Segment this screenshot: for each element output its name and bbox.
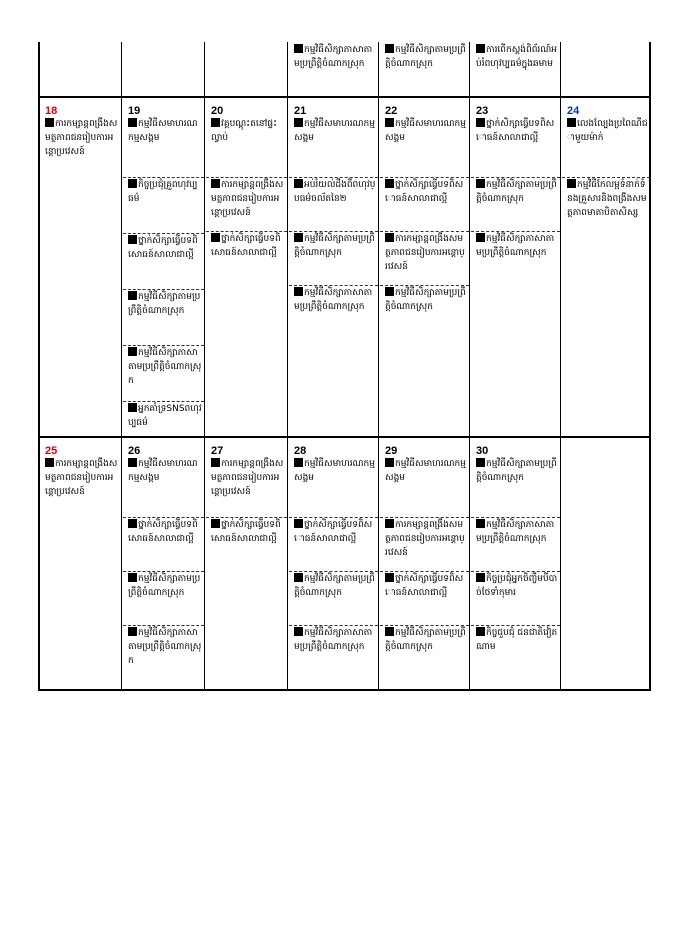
bullet-square-icon <box>385 118 394 127</box>
day-number: 18 <box>45 105 58 117</box>
event-item[interactable] <box>206 457 287 517</box>
event-item[interactable] <box>471 177 560 231</box>
bullet-square-icon <box>211 519 220 528</box>
day-cell[interactable] <box>380 97 469 437</box>
event-label: កម្មវិធីសិក្សាតាមប្រព្រឹត្តិចំណាកស្រុក <box>476 459 557 483</box>
event-label: កម្មវិធីកែលម្អទំនាក់ទំនងគ្រួសារនិងពង្រឹងសមត្ថភាពមាតាបិតាសិស្ស <box>567 180 647 218</box>
event-item[interactable] <box>289 517 378 571</box>
bullet-square-icon <box>128 291 137 300</box>
event-item[interactable] <box>123 517 204 571</box>
event-item[interactable] <box>380 285 469 339</box>
bullet-square-icon <box>211 118 220 127</box>
bullet-square-icon <box>476 118 485 127</box>
bullet-square-icon <box>128 519 137 528</box>
day-cell[interactable] <box>206 42 287 97</box>
event-item[interactable] <box>289 457 378 517</box>
day-cell[interactable] <box>471 42 560 97</box>
event-label: ថ្នាក់សិក្សាធ្វើបទពិសោធន៍សាលាជាល្អី <box>294 520 373 544</box>
event-label: ការកម្សាន្តពង្រឹងសមត្ថភាពជនរៀបការអន្តោប្រវេសន៍ <box>385 234 465 272</box>
event-item[interactable] <box>206 517 287 571</box>
event-item[interactable] <box>123 177 204 233</box>
column-divider-line <box>121 42 122 691</box>
bullet-square-icon <box>476 627 485 636</box>
event-item[interactable] <box>123 117 204 177</box>
bullet-square-icon <box>476 44 485 53</box>
day-cell[interactable] <box>562 97 650 437</box>
bullet-square-icon <box>128 573 137 582</box>
bullet-square-icon <box>476 573 485 582</box>
day-cell[interactable] <box>123 42 204 97</box>
event-item[interactable] <box>380 231 469 285</box>
event-label: កិច្ចប្រជុំគ្រួពហុវប្បធម៌ <box>128 180 198 204</box>
event-label: កម្មវិធីសមាហរណកម្មសង្គម <box>294 459 375 483</box>
event-item[interactable] <box>123 345 204 401</box>
bullet-square-icon <box>385 287 394 296</box>
day-number: 26 <box>128 445 141 457</box>
bullet-square-icon <box>385 573 394 582</box>
event-label: ការកម្សាន្តពង្រឹងសមត្ថភាពជនរៀបការអន្តោប្រវេសន៍ <box>211 180 284 218</box>
day-cell[interactable] <box>123 97 204 437</box>
event-item[interactable] <box>289 43 378 96</box>
bullet-square-icon <box>385 233 394 242</box>
bullet-square-icon <box>294 233 303 242</box>
event-item[interactable] <box>289 625 378 679</box>
bullet-square-icon <box>385 458 394 467</box>
event-label: ការកម្សាន្តពង្រឹងសមត្ថភាពជនរៀបការអន្តោប្រវេសន៍ <box>45 119 118 157</box>
event-item[interactable] <box>289 571 378 625</box>
event-label: ថ្នាក់សិក្សាធ្វើបទពិសោធន៍សាលាជាល្អី <box>476 119 555 143</box>
bullet-square-icon <box>385 179 394 188</box>
day-cell[interactable] <box>471 437 560 690</box>
day-number: 20 <box>211 105 224 117</box>
day-cell[interactable] <box>123 437 204 690</box>
bullet-square-icon <box>567 118 576 127</box>
event-label: លេងល្បែងប្រពៃណីជាមួយម៉ាក់ <box>567 119 648 143</box>
event-item[interactable] <box>471 625 560 679</box>
bullet-square-icon <box>294 573 303 582</box>
event-item[interactable] <box>289 285 378 339</box>
day-cell[interactable] <box>289 97 378 437</box>
event-label: អ្នកគាំទ្រSNSពហុវប្បធម៌ <box>128 404 202 428</box>
column-divider-line <box>204 42 205 691</box>
event-label: ការកម្សាន្តពង្រឹងសមត្ថភាពជនរៀបការអន្តោប្រវេសន៍ <box>385 520 465 558</box>
event-item[interactable] <box>471 457 560 517</box>
event-label: កម្មវិធីសិក្សាតាមប្រព្រឹត្តិចំណាកស្រុក <box>385 45 466 69</box>
day-cell[interactable] <box>380 437 469 690</box>
event-label: ការពើកស្តង់ពិព័រណ៍អប់រំពហុវប្បធម៌ក្នុងឆមាម <box>476 45 557 69</box>
bullet-square-icon <box>294 519 303 528</box>
bullet-square-icon <box>45 458 54 467</box>
event-label: ថ្នាក់សិក្សាធ្វើបទពិសោធន៍សាលាជាល្អី <box>211 234 281 258</box>
bullet-square-icon <box>128 235 137 244</box>
day-cell[interactable] <box>380 42 469 97</box>
event-label: ការកម្សាន្តពង្រឹងសមត្ថភាពជនរៀបការអន្តោប្រវេសន៍ <box>45 459 118 497</box>
day-cell[interactable] <box>562 437 650 690</box>
event-label: ថ្នាក់សិក្សាធ្វើបទពិសោធន៍សាលាជាល្អី <box>128 520 198 544</box>
event-item[interactable] <box>123 401 204 437</box>
bullet-square-icon <box>294 287 303 296</box>
event-label: អប់រំយល់ដឹងពីពហុវប្បធម៌ចល័តនៃ២ <box>294 180 376 204</box>
bullet-square-icon <box>211 458 220 467</box>
day-cell[interactable] <box>40 42 121 97</box>
bullet-square-icon <box>128 403 137 412</box>
day-cell[interactable] <box>471 97 560 437</box>
day-cell[interactable] <box>206 437 287 690</box>
event-item[interactable] <box>123 571 204 625</box>
bullet-square-icon <box>476 458 485 467</box>
event-label: កម្មវិធីសិក្សាភាសាតាមប្រព្រឹត្តិចំណាកស្រុក <box>294 288 373 312</box>
event-label: កម្មវិធីសមាហរណកម្មសង្គម <box>385 459 466 483</box>
event-item[interactable] <box>206 117 287 177</box>
event-label: កម្មវិធីសមាហរណកម្មសង្គម <box>128 119 198 143</box>
event-item[interactable] <box>471 117 560 177</box>
bullet-square-icon <box>385 519 394 528</box>
day-number: 23 <box>476 105 489 117</box>
event-label: កម្មវិធីសិក្សាតាមប្រព្រឹត្តិចំណាកស្រុក <box>294 234 375 258</box>
event-item[interactable] <box>380 457 469 517</box>
event-item[interactable] <box>123 289 204 345</box>
event-item[interactable] <box>40 117 121 177</box>
bullet-square-icon <box>385 44 394 53</box>
event-item[interactable] <box>289 231 378 285</box>
bullet-square-icon <box>211 233 220 242</box>
day-number: 29 <box>385 445 398 457</box>
day-cell[interactable] <box>289 437 378 690</box>
bullet-square-icon <box>294 118 303 127</box>
bullet-square-icon <box>476 519 485 528</box>
column-divider-line <box>560 42 561 691</box>
event-label: ថ្នាក់សិក្សាធ្វើបទពិសោធន៍សាលាជាល្អី <box>385 180 464 204</box>
column-divider-line <box>469 42 470 691</box>
event-label: កម្មវិធីសិក្សាភាសាតាមប្រព្រឹត្តិចំណាកស្រុក <box>294 45 373 69</box>
event-label: កម្មវិធីសិក្សាតាមប្រព្រឹត្តិចំណាកស្រុក <box>385 628 466 652</box>
event-item[interactable] <box>206 177 287 231</box>
event-label: កម្មវិធីសិក្សាភាសាតាមប្រព្រឹត្តិចំណាកស្រុក <box>128 348 202 386</box>
day-number: 21 <box>294 105 307 117</box>
event-item[interactable] <box>471 571 560 625</box>
column-divider-line <box>287 42 288 691</box>
event-label: កម្មវិធីសិក្សាតាមប្រព្រឹត្តិចំណាកស្រុក <box>476 180 557 204</box>
event-label: កម្មវិធីសិក្សាភាសាតាមប្រព្រឹត្តិចំណាកស្រុក <box>294 628 373 652</box>
event-label: កម្មវិធីសិក្សាភាសាតាមប្រព្រឹត្តិចំណាកស្រុក <box>476 520 555 544</box>
bullet-square-icon <box>45 118 54 127</box>
event-label: ថ្នាក់សិក្សាធ្វើបទពិសោធន៍សាលាជាល្អី <box>128 236 198 260</box>
bullet-square-icon <box>294 458 303 467</box>
bullet-square-icon <box>128 179 137 188</box>
bullet-square-icon <box>128 347 137 356</box>
column-divider-line <box>378 42 379 691</box>
event-label: កិច្ចជួបជុំ ជនជាតិវៀតណាម <box>476 628 558 652</box>
event-item[interactable] <box>380 117 469 177</box>
day-cell[interactable] <box>206 97 287 437</box>
bullet-square-icon <box>128 458 137 467</box>
event-label: កិច្ចប្រជុំអ្នកចិញ្ចឹមបីបាច់ថែទាំកុមារ <box>476 574 558 598</box>
event-item[interactable] <box>123 457 204 517</box>
day-number: 28 <box>294 445 307 457</box>
event-label: កម្មវិធីសមាហរណកម្មសង្គម <box>385 119 466 143</box>
event-item[interactable] <box>380 43 469 96</box>
bullet-square-icon <box>294 627 303 636</box>
event-item[interactable] <box>471 517 560 571</box>
event-label: វគ្គបណ្តុះតនៅផ្ទះល្វាប់ <box>211 119 278 143</box>
bullet-square-icon <box>128 627 137 636</box>
event-item[interactable] <box>289 117 378 177</box>
bullet-square-icon <box>385 627 394 636</box>
event-label: កម្មវិធីសិក្សាភាសាតាមប្រព្រឹត្តិចំណាកស្រុក <box>128 628 202 666</box>
event-item[interactable] <box>562 117 650 177</box>
event-label: កម្មវិធីសិក្សាតាមប្រព្រឹត្តិចំណាកស្រុក <box>294 574 375 598</box>
bullet-square-icon <box>294 179 303 188</box>
day-number: 19 <box>128 105 141 117</box>
event-label: កម្មវិធីសិក្សាភាសាតាមប្រព្រឹត្តិចំណាកស្រុក <box>476 234 555 258</box>
event-label: កម្មវិធីសិក្សាតាមប្រព្រឹត្តិចំណាកស្រុក <box>385 288 466 312</box>
event-label: កម្មវិធីសិក្សាតាមប្រព្រឹត្តិចំណាកស្រុក <box>128 292 201 316</box>
day-number: 27 <box>211 445 224 457</box>
bullet-square-icon <box>476 179 485 188</box>
event-item[interactable] <box>123 233 204 289</box>
day-cell[interactable] <box>289 42 378 97</box>
event-item[interactable] <box>123 625 204 679</box>
day-cell[interactable] <box>40 97 121 437</box>
bullet-square-icon <box>476 233 485 242</box>
day-number: 30 <box>476 445 489 457</box>
event-item[interactable] <box>380 517 469 571</box>
event-item[interactable] <box>380 571 469 625</box>
event-item[interactable] <box>471 231 560 285</box>
event-item[interactable] <box>40 457 121 517</box>
event-item[interactable] <box>471 43 560 96</box>
event-item[interactable] <box>206 231 287 285</box>
bullet-square-icon <box>211 179 220 188</box>
day-cell[interactable] <box>562 42 650 97</box>
event-item[interactable] <box>562 177 650 231</box>
day-number: 24 <box>567 105 580 117</box>
event-label: កម្មវិធីសមាហរណកម្មសង្គម <box>128 459 198 483</box>
bullet-square-icon <box>128 118 137 127</box>
event-label: ថ្នាក់សិក្សាធ្វើបទពិសោធន៍សាលាជាល្អី <box>211 520 281 544</box>
day-cell[interactable] <box>40 437 121 690</box>
event-item[interactable] <box>289 177 378 231</box>
day-number: 22 <box>385 105 398 117</box>
event-label: កម្មវិធីសិក្សាតាមប្រព្រឹត្តិចំណាកស្រុក <box>128 574 201 598</box>
calendar-table <box>38 42 650 690</box>
event-item[interactable] <box>380 177 469 231</box>
bullet-square-icon <box>294 44 303 53</box>
bullet-square-icon <box>567 179 576 188</box>
day-number: 25 <box>45 445 58 457</box>
event-label: ថ្នាក់សិក្សាធ្វើបទពិសោធន៍សាលាជាល្អី <box>385 574 464 598</box>
event-item[interactable] <box>380 625 469 679</box>
event-label: កម្មវិធីសមាហរណកម្មសង្គម <box>294 119 375 143</box>
event-label: ការកម្សាន្តពង្រឹងសមត្ថភាពជនរៀបការអន្តោប្រវេសន៍ <box>211 459 284 497</box>
